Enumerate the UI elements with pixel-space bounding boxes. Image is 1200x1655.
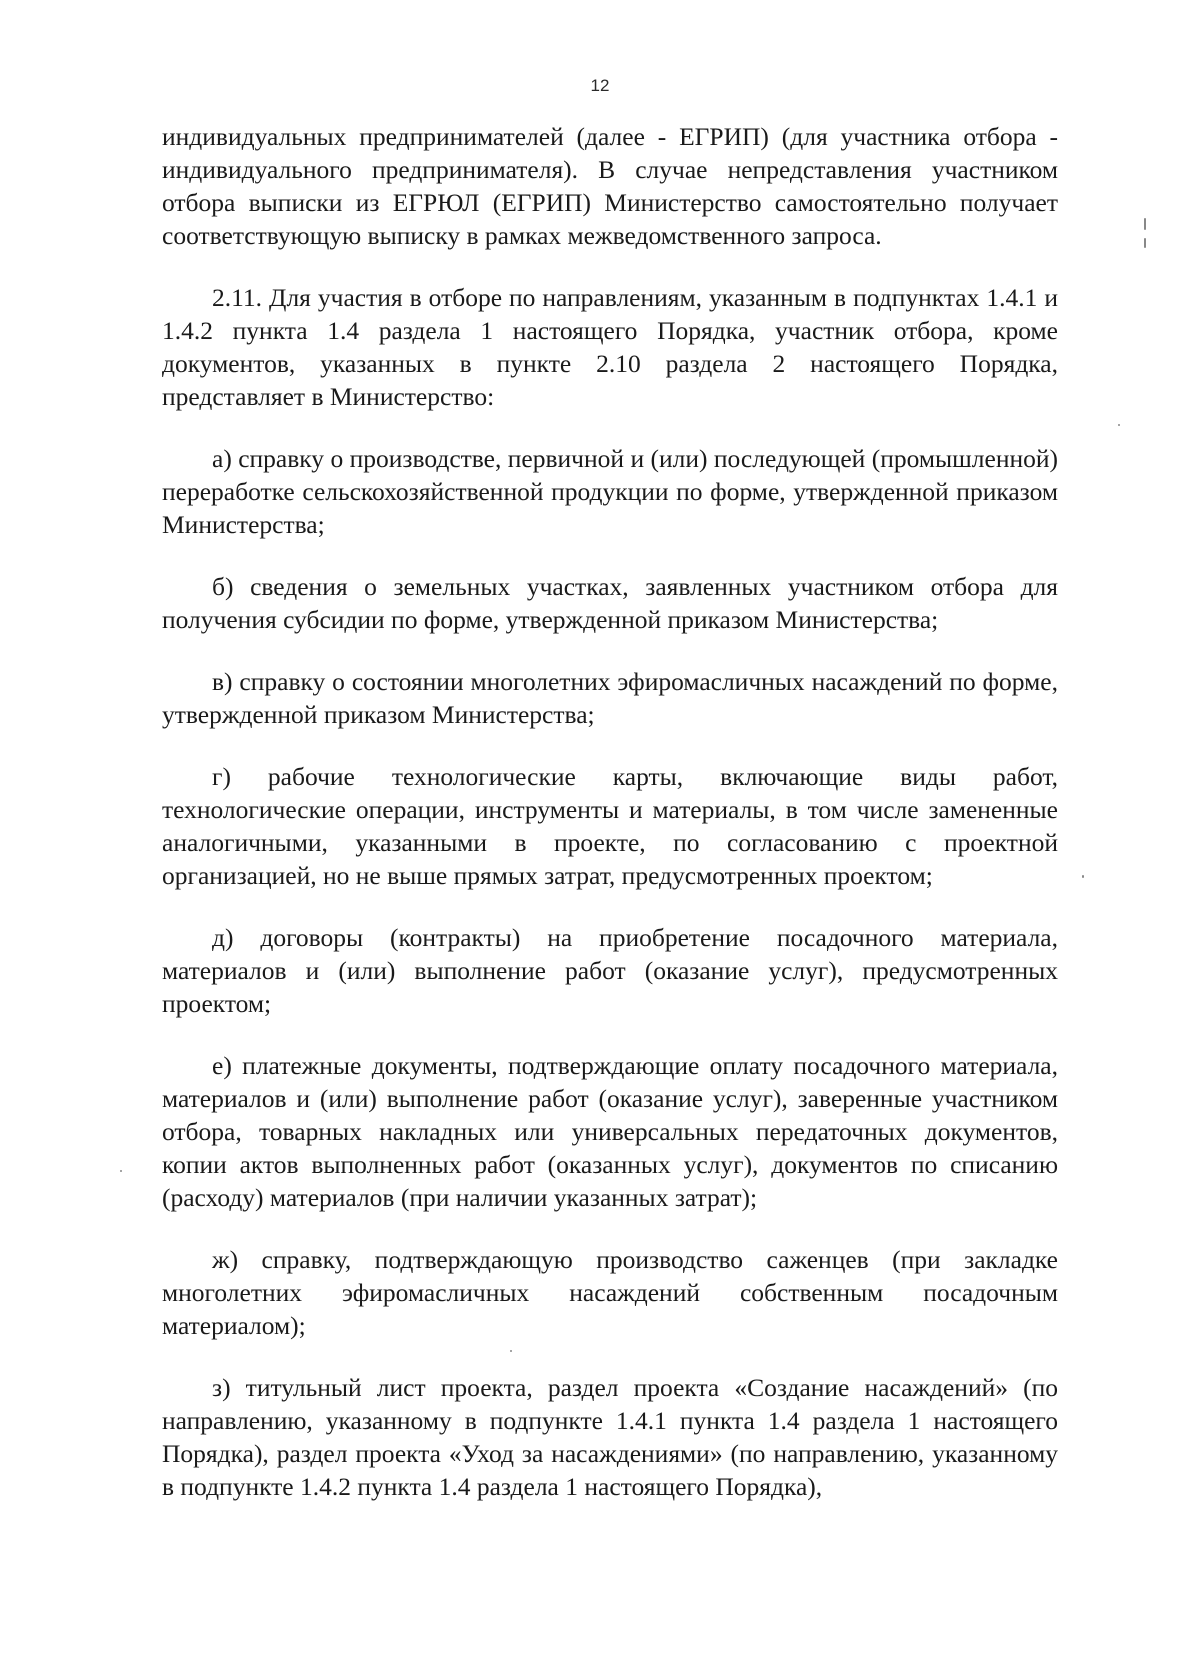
paragraph-2-11: 2.11. Для участия в отборе по направлениям, указанным в подпунктах 1.4.1 и 1.4.2 пункта 1.4 раздела 1 настоящего Порядка, участник отбора, кроме документов, указанных в пункте 2.10 раздела 2 настоящего Порядка, представляет в Министерство: [162, 283, 1058, 411]
paragraph-egrip-continuation: индивидуальных предпринимателей (далее - ЕГРИП) (для участника отбора - индивидуального предпринимателя). В случае непредставления участником отбора выписки из ЕГРЮЛ (ЕГРИП) Министерство самостоятельно получает соответствующую выписку в рамках межведомственного запроса. [162, 122, 1058, 250]
scan-speck [510, 1350, 512, 1352]
scan-speck [1144, 218, 1146, 230]
list-item-e: е) платежные документы, подтверждающие оплату посадочного материала, материалов и (или) выполнение работ (оказание услуг), заверенные участником отбора, товарных накладных или универсальных передаточных документов, копии актов выполненных работ (оказанных услуг), документов по списанию (расходу) материалов (при наличии указанных затрат); [162, 1051, 1058, 1212]
list-item-d: д) договоры (контракты) на приобретение посадочного материала, материалов и (или) выполнение работ (оказание услуг), предусмотренных проектом; [162, 923, 1058, 1018]
list-item-b: б) сведения о земельных участках, заявленных участником отбора для получения субсидии по форме, утвержденной приказом Министерства; [162, 572, 1058, 634]
list-item-v: в) справку о состоянии многолетних эфиромасличных насаждений по форме, утвержденной приказом Министерства; [162, 667, 1058, 729]
document-body [162, 120, 1058, 1503]
scan-speck [1082, 875, 1084, 878]
list-item-zh: ж) справку, подтверждающую производство саженцев (при закладке многолетних эфиромасличных насаждений собственным посадочным материалом); [162, 1245, 1058, 1340]
list-item-z: з) титульный лист проекта, раздел проекта «Создание насаждений» (по направлению, указанному в подпункте 1.4.1 пункта 1.4 раздела 1 настоящего Порядка), раздел проекта «Уход за насаждениями» (по направлению, указанному в подпункте 1.4.2 пункта 1.4 раздела 1 настоящего Порядка), [162, 1373, 1058, 1501]
list-item-a: а) справку о производстве, первичной и (или) последующей (промышленной) переработке сельскохозяйственной продукции по форме, утвержденной приказом Министерства; [162, 444, 1058, 539]
list-item-g: г) рабочие технологические карты, включающие виды работ, технологические операции, инструменты и материалы, в том числе замененные аналогичными, указанными в проекте, по согласованию с проектной организацией, но не выше прямых затрат, предусмотренных проектом; [162, 762, 1058, 890]
scan-speck [120, 1170, 122, 1172]
scan-speck [1118, 424, 1120, 426]
page-number: 12 [590, 76, 610, 95]
scan-speck [1144, 238, 1146, 248]
